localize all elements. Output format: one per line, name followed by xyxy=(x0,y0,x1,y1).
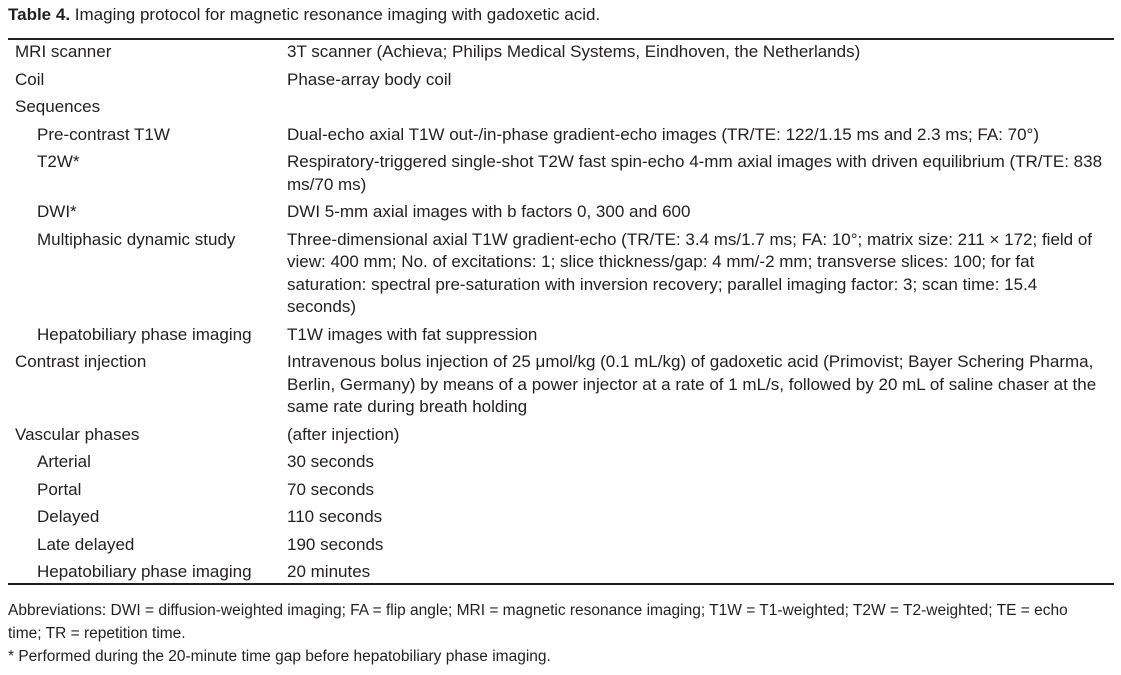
table-row xyxy=(8,150,1114,200)
row-parameter: Multiphasic dynamic study xyxy=(37,229,236,249)
row-value: (after injection) xyxy=(287,424,400,444)
table-row xyxy=(8,478,1114,506)
row-parameter: T2W* xyxy=(37,152,80,171)
row-parameter: Delayed xyxy=(37,507,100,526)
table-row xyxy=(8,228,1114,323)
table-footnotes xyxy=(8,599,1098,668)
asterisk-footnote: * Performed during the 20-minute time gap before hepatobiliary phase imaging. xyxy=(8,648,551,665)
row-parameter: Pre-contrast T1W xyxy=(37,124,170,144)
row-parameter: Late delayed xyxy=(37,534,135,554)
table-caption xyxy=(8,5,600,25)
table-caption-text: Imaging protocol for magnetic resonance imaging with gadoxetic acid. xyxy=(70,5,601,24)
row-parameter: DWI* xyxy=(37,202,77,221)
table-row xyxy=(8,533,1114,561)
table-row xyxy=(8,323,1114,351)
table-row xyxy=(8,40,1114,68)
row-parameter: Coil xyxy=(15,69,45,89)
row-value: DWI 5-mm axial images with b factors 0, 300 and 600 xyxy=(287,202,691,221)
row-value: 3T scanner (Achieva; Philips Medical Systems, Eindhoven, the Netherlands) xyxy=(287,42,861,61)
table-row xyxy=(8,200,1114,228)
row-parameter: MRI scanner xyxy=(15,42,112,61)
row-value: 30 seconds xyxy=(287,452,374,471)
row-value: Three-dimensional axial T1W gradient-echo (TR/TE: 3.4 ms/1.7 ms; FA: 10°; matrix size: 211 × 172; field of view: 400 mm; No. of excitations: 1; slice thickness/gap: 4 mm/-2 mm; transverse slices: 100; for fat saturation: spectral pre-saturation with inversion recovery; parallel imaging factor: 3; scan time: 15.4 seconds) xyxy=(287,229,1093,316)
row-value: 20 minutes xyxy=(287,562,371,581)
table-row xyxy=(8,95,1114,123)
table-row xyxy=(8,505,1114,533)
row-value: T1W images with fat suppression xyxy=(287,324,538,344)
row-parameter: Hepatobiliary phase imaging xyxy=(37,324,252,344)
row-value xyxy=(287,96,1114,119)
row-value: Intravenous bolus injection of 25 μmol/kg (0.1 mL/kg) of gadoxetic acid (Primovist; Bayer Schering Pharma, Berlin, Germany) by means of a power injector at a rate of 1 mL/s, followed by 20 mL of saline chaser at the same rate during breath holding xyxy=(287,352,1097,416)
table-row xyxy=(8,450,1114,478)
table-caption-label: Table 4. xyxy=(8,5,71,24)
row-parameter: Sequences xyxy=(15,97,101,116)
row-value: Respiratory-triggered single-shot T2W fast spin-echo 4-mm axial images with driven equilibrium (TR/TE: 838 ms/70 ms) xyxy=(287,152,1103,194)
row-value: 110 seconds xyxy=(287,507,383,526)
table-bottom-rule xyxy=(8,583,1114,585)
table-row xyxy=(8,423,1114,451)
row-parameter: Contrast injection xyxy=(15,352,147,371)
row-parameter: Portal xyxy=(37,479,82,499)
row-value: 70 seconds xyxy=(287,479,374,499)
row-parameter: Arterial xyxy=(37,452,91,471)
row-parameter: Hepatobiliary phase imaging xyxy=(37,562,252,581)
row-parameter: Vascular phases xyxy=(15,424,140,444)
row-value: Dual-echo axial T1W out-/in-phase gradient-echo images (TR/TE: 122/1.15 ms and 2.3 ms; FA: 70°) xyxy=(287,124,1040,144)
table-row xyxy=(8,68,1114,96)
row-value: 190 seconds xyxy=(287,534,384,554)
table-row xyxy=(8,123,1114,151)
table-row xyxy=(8,350,1114,423)
protocol-table xyxy=(8,40,1114,588)
abbreviations-note: Abbreviations: DWI = diffusion-weighted imaging; FA = flip angle; MRI = magnetic resonance imaging; T1W = T1-weighted; T2W = T2-weighted; TE = echo time; TR = repetition time. xyxy=(8,602,1068,642)
row-value: Phase-array body coil xyxy=(287,69,452,89)
